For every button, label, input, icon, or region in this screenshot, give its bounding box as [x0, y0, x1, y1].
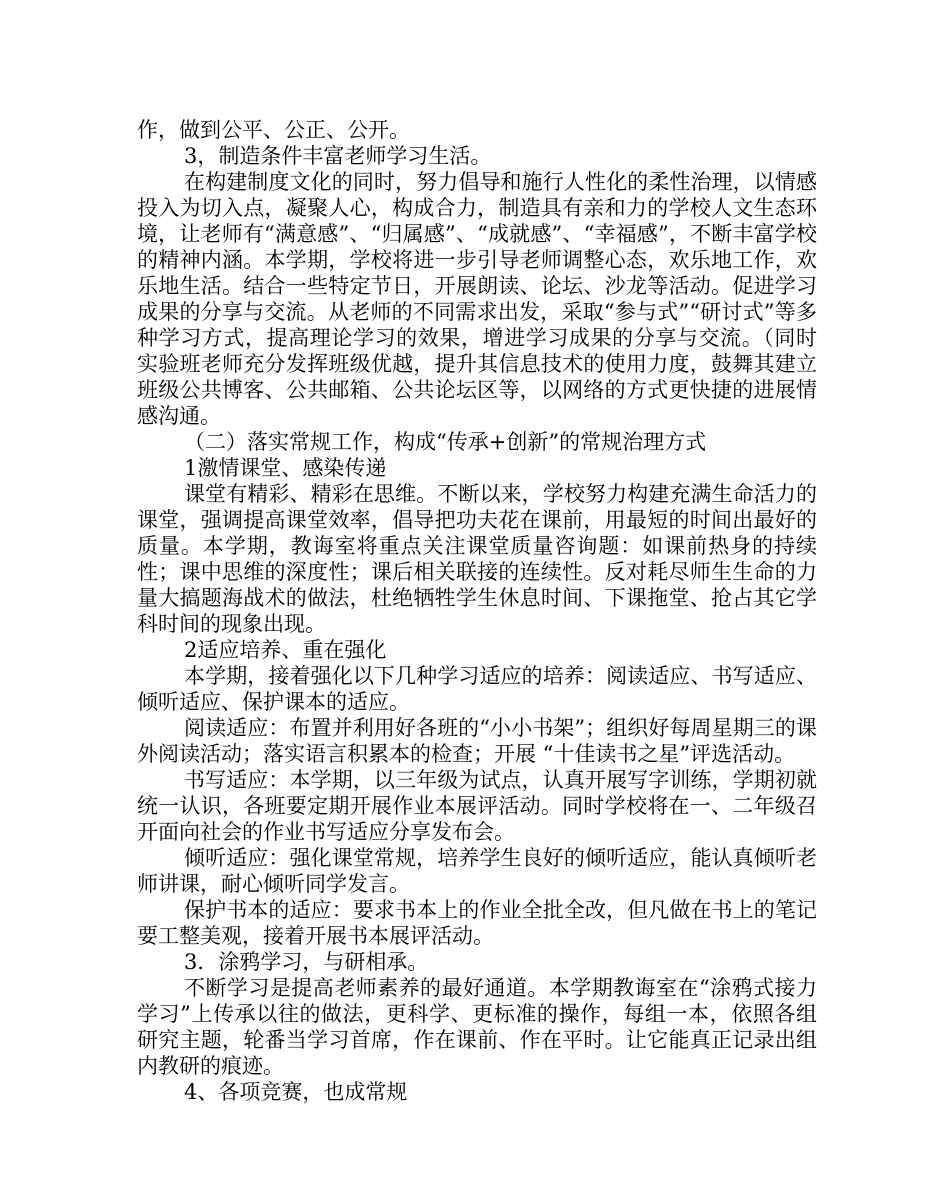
paragraph-habit-list: 本学期，接着强化以下几种学习适应的培养：阅读适应、书写适应、倾听适应、保护课本的适应。 — [137, 664, 817, 714]
paragraph-classroom-quality: 课堂有精彩、精彩在思维。不断以来，学校努力构建充满生命活力的课堂，强调提高课堂效率，倡导把功夫花在课前，用最短的时间出最好的质量。本学期，教诲室将重点关注课堂质量咨询题：如课前热身的持续性；课中思维的深度性；课后相关联接的连续性。反对耗尽师生生命的力量大搞题海战术的做法，杜绝牺牲学生休息时间、下课拖堂、抢占其它学科时间的现象出现。 — [137, 482, 817, 636]
document-body — [137, 117, 817, 1105]
heading-habit-training: 2适应培养、重在强化 — [184, 638, 387, 662]
paragraph-reading-habit: 阅读适应：布置并利用好各班的“小小书架”；组织好每周星期三的课外阅读活动；落实语言积累本的检查；开展 “十佳读书之星”评选活动。 — [137, 716, 817, 766]
paragraph-book-care-habit: 保护书本的适应：要求书本上的作业全批全改，但凡做在书上的笔记要工整美观，接着开展书本展评活动。 — [137, 898, 817, 948]
paragraph-continuation: 作，做到公平、公正、公开。 — [137, 118, 410, 142]
paragraph-writing-habit: 书写适应：本学期，以三年级为试点，认真开展写字训练，学期初就统一认识，各班要定期开展作业本展评活动。同时学校将在一、二年级召开面向社会的作业书写适应分享发布会。 — [137, 768, 817, 844]
heading-competitions: 4、各项竞赛，也成常规 — [184, 1080, 408, 1104]
paragraph-humanized-management: 在构建制度文化的同时，努力倡导和施行人性化的柔性治理，以情感投入为切入点，凝聚人心，构成合力，制造具有亲和力的学校人文生态环境，让老师有“满意感”、“归属感”、“成就感”、“幸福感”，不断丰富学校的精神内涵。本学期，学校将进一步引导老师调整心态，欢乐地工作，欢乐地生活。结合一些特定节日，开展朗读、论坛、沙龙等活动。促进学习成果的分享与交流。从老师的不同需求出发，采取“参与式”“研讨式”等多种学习方式，提高理论学习的效果，增进学习成果的分享与交流。（同时实验班老师充分发挥班级优越，提升其信息技术的使用力度，鼓舞其建立班级公共博客、公共邮箱、公共论坛区等，以网络的方式更快捷的进展情感沟通。 — [137, 170, 817, 428]
heading-passionate-classroom: 1激情课堂、感染传递 — [184, 456, 387, 480]
heading-enrich-teacher-life: 3，制造条件丰富老师学习生活。 — [184, 144, 492, 168]
heading-routine-work: （二）落实常规工作，构成“传承+创新”的常规治理方式 — [184, 430, 707, 454]
paragraph-relay-learning: 不断学习是提高老师素养的最好通道。本学期教诲室在“涂鸦式接力学习”上传承以往的做法，更科学、更标准的操作，每组一本，依照各组研究主题，轮番当学习首席，作在课前、作在平时。让它能真正记录出组内教研的痕迹。 — [137, 976, 817, 1078]
heading-graffiti-learning: 3．涂鸦学习，与研相承。 — [184, 950, 429, 974]
paragraph-listening-habit: 倾听适应：强化课堂常规，培养学生良好的倾听适应，能认真倾听老师讲课，耐心倾听同学发言。 — [137, 846, 817, 896]
